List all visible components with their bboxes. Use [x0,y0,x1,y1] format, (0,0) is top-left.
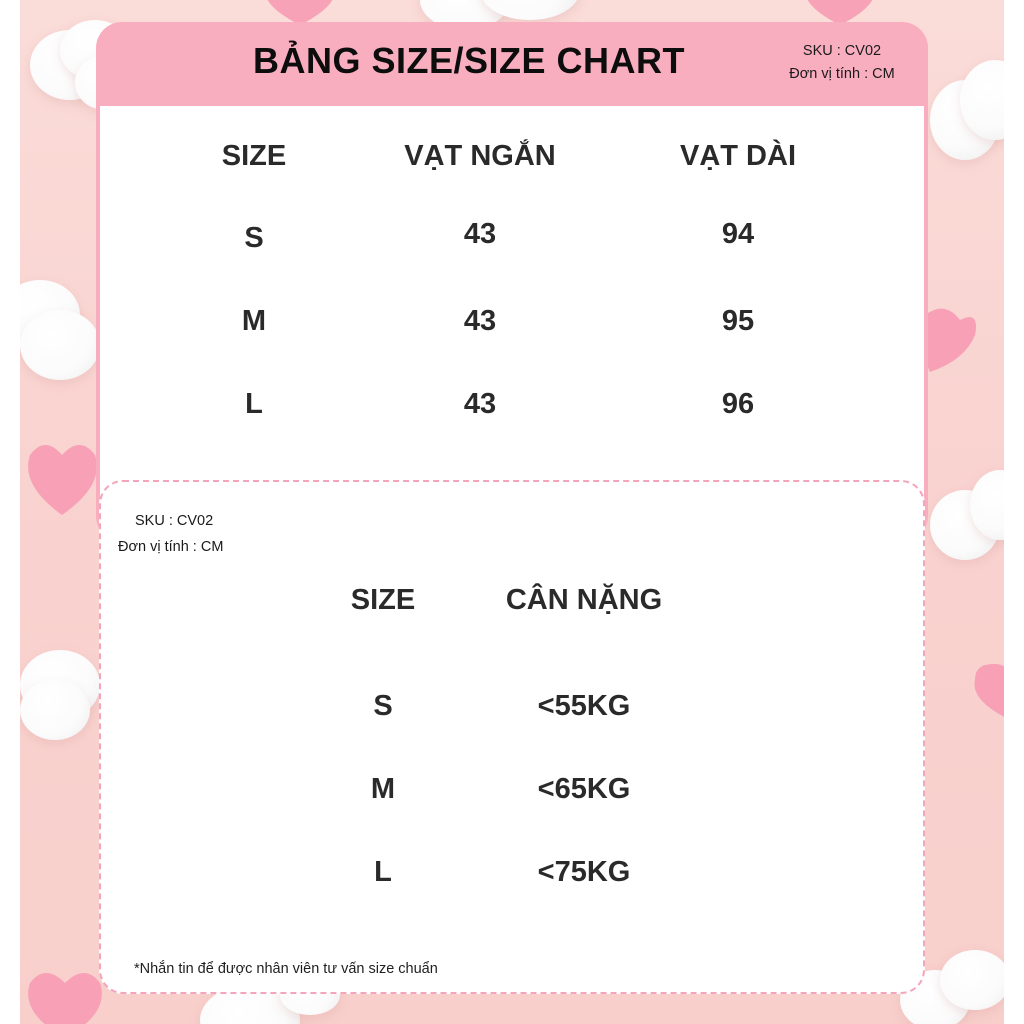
table-cell-long-hem: 95 [721,305,755,337]
advice-note: *Nhắn tin để được nhân viên tư vấn size chuẩn [134,961,438,977]
table-cell-weight: <75KG [537,856,631,888]
column-header-size: SIZE [221,140,287,172]
column-header-weight: CÂN NẶNG [505,584,663,616]
sku-label: SKU : CV02 [135,513,214,529]
table-cell-short-hem: 43 [463,218,497,250]
unit-label: Đơn vị tính : CM [118,539,224,555]
unit-label: Đơn vị tính : CM [789,66,895,82]
table-cell-short-hem: 43 [463,305,497,337]
column-header-size: SIZE [350,584,416,616]
table-cell-size: S [244,222,264,254]
table-cell-short-hem: 43 [463,388,497,420]
table-cell-long-hem: 96 [721,388,755,420]
table-cell-size: M [370,773,396,805]
sku-info [772,40,912,86]
table-cell-size: M [241,305,267,337]
column-header-long-hem: VẠT DÀI [680,140,796,172]
table-cell-long-hem: 94 [721,218,755,250]
size-chart-card [96,22,928,542]
heart-icon [920,300,980,375]
heart-icon [20,968,110,1024]
table-cell-size: S [373,690,393,722]
heart-icon [970,660,1004,720]
sku-info [118,508,258,560]
table-cell-size: L [374,856,392,888]
column-header-short-hem: VẠT NGẮN [404,140,556,172]
table-cell-size: L [245,388,263,420]
table-cell-weight: <55KG [537,690,631,722]
sku-label: SKU : CV02 [802,43,882,59]
page-title: BẢNG SIZE/SIZE CHART [252,40,685,81]
table-cell-weight: <65KG [537,773,631,805]
heart-icon [20,440,100,520]
